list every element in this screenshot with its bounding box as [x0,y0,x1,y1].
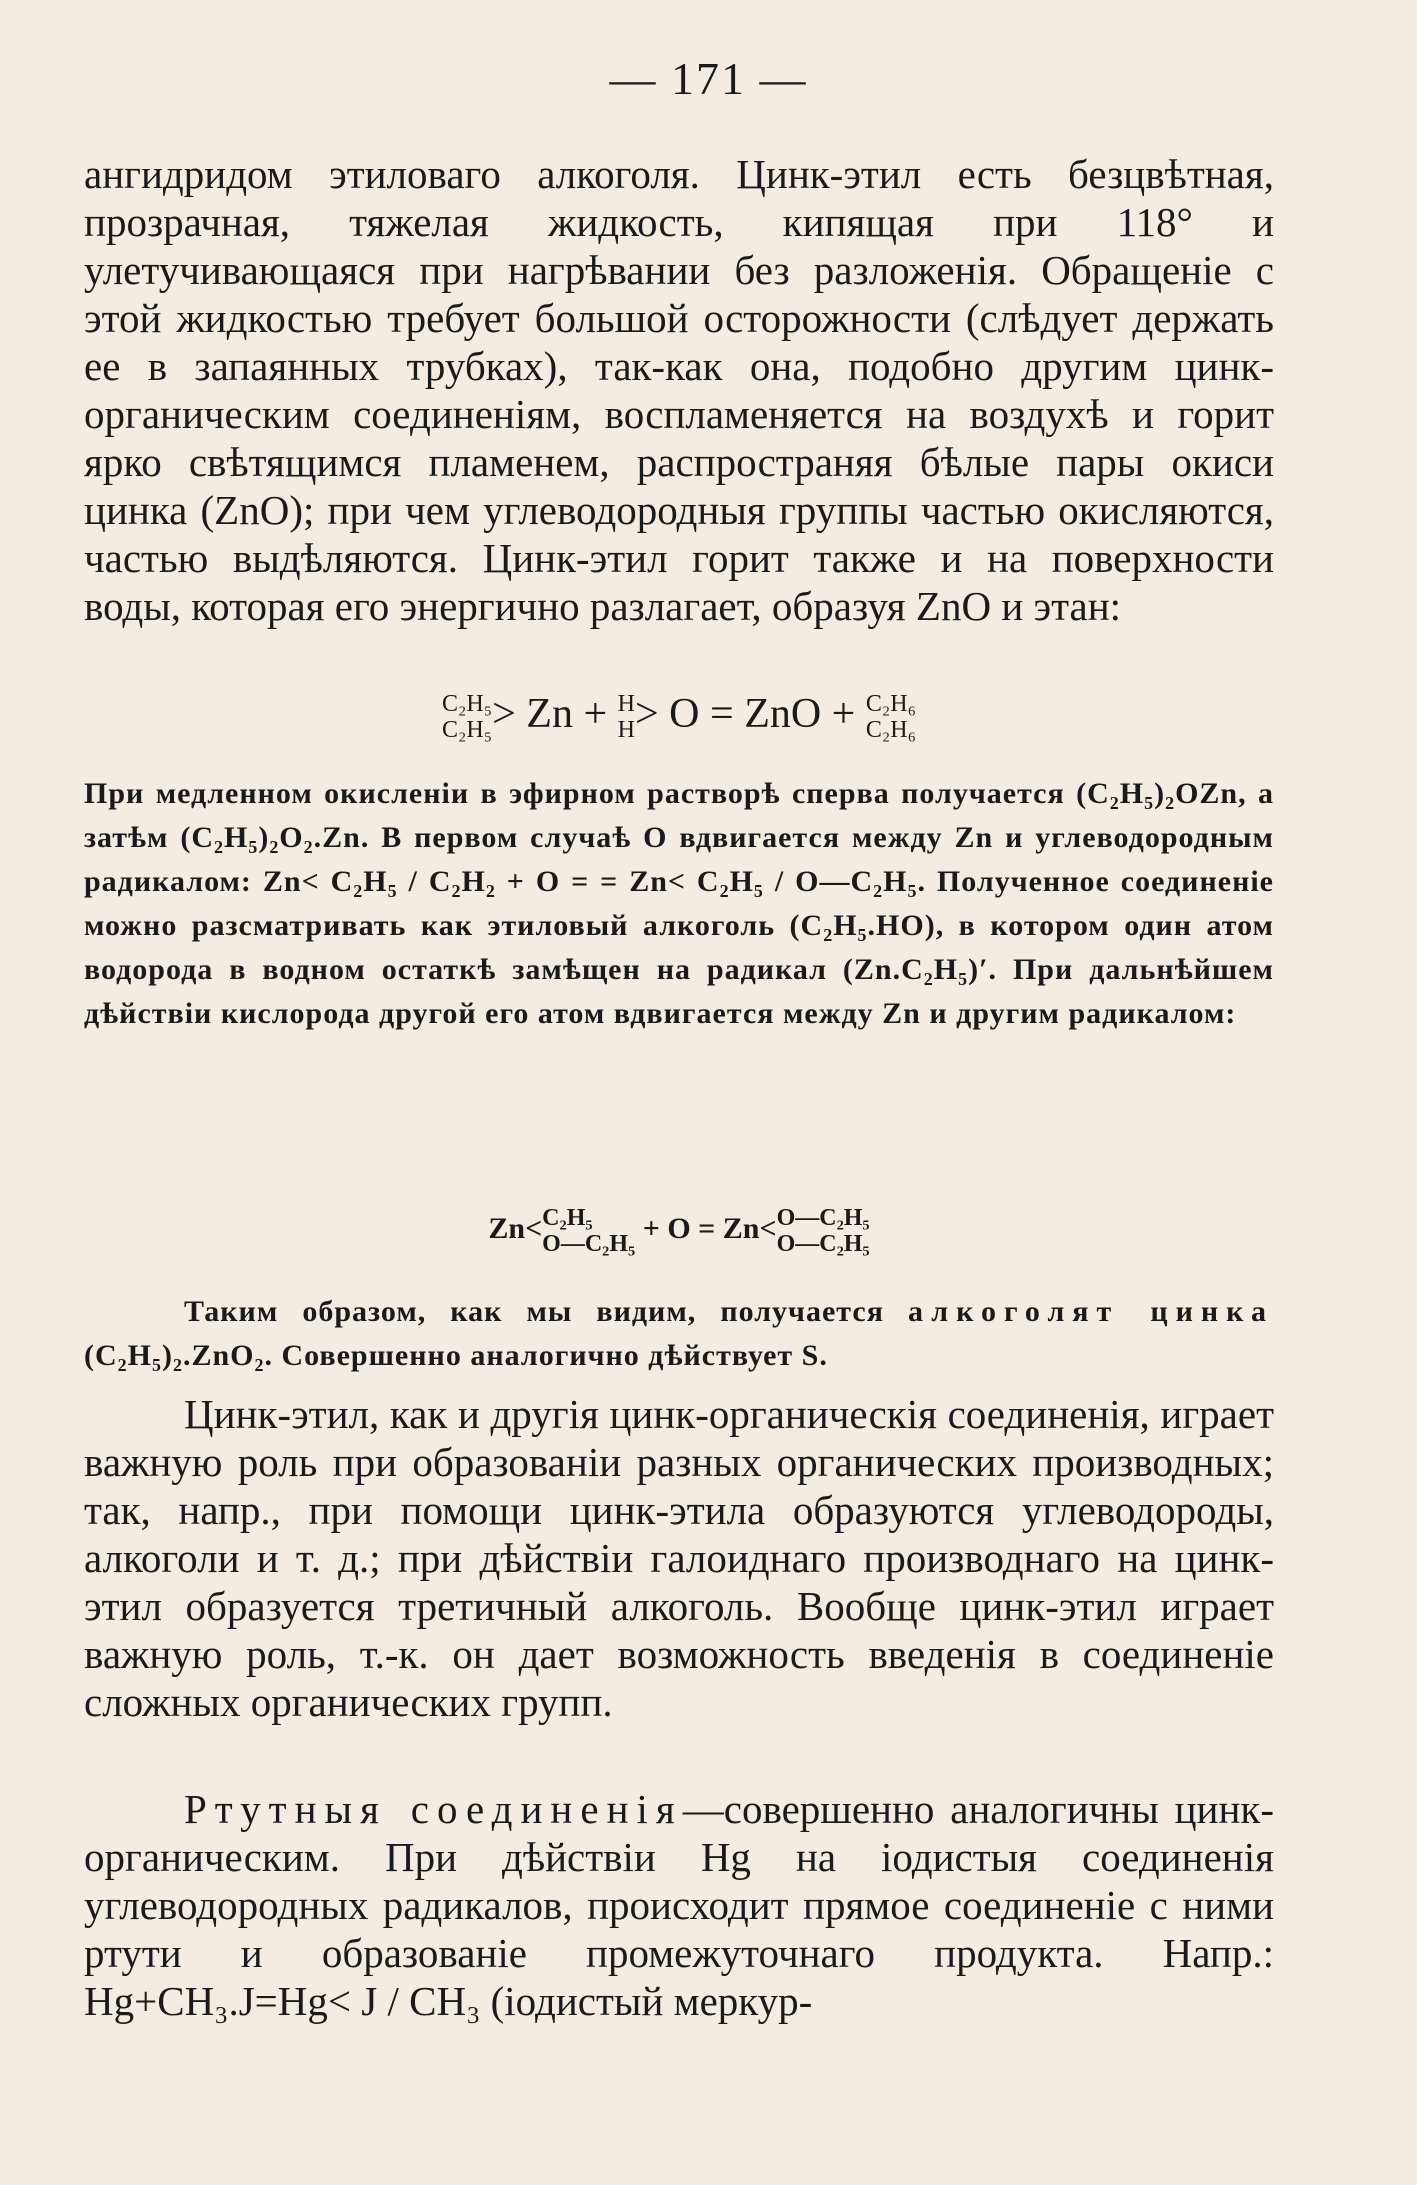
eq2-bottom-1: O—C₂H₅ [542,1231,636,1257]
eq2-fraction-2 [777,1205,870,1257]
eq1-right-bottom: C₂H₆ [865,717,916,744]
eq1-right-top: C₂H₆ [865,691,916,718]
eq1-rest: > O = ZnO + [634,691,866,737]
eq2-mid: + O = Zn< [635,1211,777,1245]
eq1-h-fraction [618,691,635,743]
eq1-left-top: C₂H₅ [442,691,493,718]
equation-oxidation [84,1205,1274,1257]
page-number: — 171 — [609,53,808,104]
eq1-left-fraction [442,691,492,743]
eq1-left-bottom: C₂H₅ [442,717,493,744]
para3-text: —совершенно аналогичны цинк-органическим. При дѣйствіи Hg на іодистыя соединенія углеводородных радикалов, происходит прямое соединеніе с ними ртути и образованіе промежуточнаго продукта. Напр.: Hg+CH₃.J=Hg< J / CH₃ (іодистый меркур- [84,1786,1274,2024]
eq1-h-bottom: H [617,717,635,744]
small2-text-a: Таким образом, как мы видим, получается [184,1295,884,1328]
eq2-zn: Zn< [488,1211,543,1245]
eq2-bottom-2: O—C₂H₅ [776,1231,870,1257]
paragraph-text: ангидридом этиловаго алкоголя. Цинк-этил есть безцвѣтная, прозрачная, тяжелая жидкость, кипящая при 118° и улетучивающаяся при нагрѣвании без разложенія. Обращеніе с этой жидкостью требует большой осторожности (слѣдует держать ее в запаянных трубках), так-как она, подобно другим цинк-органическим соединеніям, воспламеняется на воздухѣ и горит ярко свѣтящимся пламенем, распространяя бѣлые пары окиси цинка (ZnO); при чем углеводородныя группы частью окисляются, частью выдѣляются. Цинк-этил горит также и на поверхности воды, которая его энергично разлагает, образуя ZnO и этан: [84,151,1274,629]
small2-text-b: (C₂H₅)₂.ZnO₂. Совершенно аналогично дѣйствует S. [84,1339,828,1372]
eq1-mid: > Zn + [492,691,618,737]
small-print-oxidation [84,772,1274,1036]
paragraph-text: Цинк-этил, как и другія цинк-органическія соединенія, играет важную роль при образованіи разных органических производных; так, напр., при помощи цинк-этила образуются углеводороды, алкоголи и т. д.; при дѣйствіи галоиднаго производнаго на цинк-этил образуется третичный алкоголь. Вообще цинк-этил играет важную роль, т.-к. он дает возможность введенія в соединеніе сложных органических групп. [84,1391,1274,1725]
small-print-text: При медленном окисленіи в эфирном растворѣ сперва получается (C₂H₅)₂OZn, а затѣм (C₂H₅)₂O₂.Zn. В первом случаѣ O вдвигается между Zn и углеводородным радикалом: Zn< C₂H₅ / C₂H₂ + O = = Zn< C₂H₅ / O—C₂H₅. Полученное соединеніе можно разсматривать как этиловый алкоголь (C₂H₅.HO), в котором один атом водорода в водном остаткѣ замѣщен на радикал (Zn.C₂H₅)′. При дальнѣйшем дѣйствіи кислорода другой его атом вдвигается между Zn и другим радикалом: [84,777,1274,1030]
para3-spaced-term: Ртутныя соединенія [184,1786,683,1832]
eq2-top-1: C₂H₅ [542,1205,593,1231]
eq1-right-fraction [866,691,916,743]
eq2-top-2: O—C₂H₅ [776,1205,870,1231]
paragraph-mercury-compounds [84,1785,1274,2025]
paragraph-zinc-ethyl-role [84,1390,1274,1726]
equation-combustion [84,690,1274,743]
paragraph-zinc-ethyl-properties [84,150,1274,630]
eq2-fraction-1 [542,1205,635,1257]
small2-spaced-term: алкоголят цинка [908,1295,1275,1328]
small-print-alcoholate [84,1290,1274,1378]
eq1-h-top: H [617,691,635,718]
